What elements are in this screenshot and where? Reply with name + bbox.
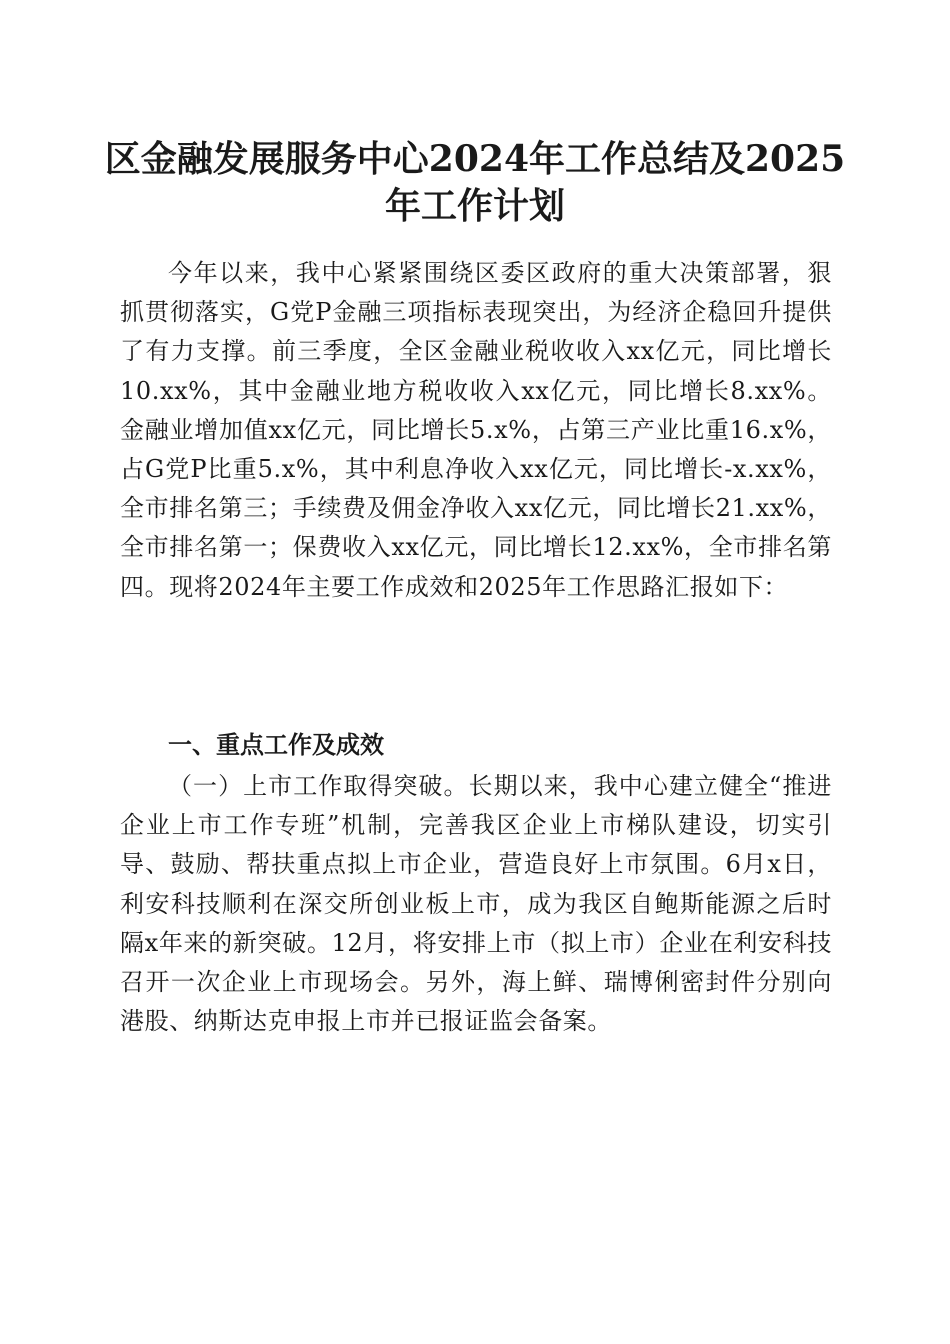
section-heading: 一、重点工作及成效 [168,731,384,759]
section-paragraph: （一）上市工作取得突破。长期以来，我中心建立健全“推进企业上市工作专班”机制，完善我区企业上市梯队建设，切实引导、鼓励、帮扶重点拟上市企业，营造良好上市氛围。6月x日，利安科技顺利在深交所创业板上市，成为我区自鲍斯能源之后时隔x年来的新突破。12月，将安排上市（拟上市）企业在利安科技召开一次企业上市现场会。另外，海上鲜、瑞博俐密封件分别向港股、纳斯达克申报上市并已报证监会备案。 [120,772,832,1036]
document-title: 区金融发展服务中心2024年工作总结及2025年工作计划 [104,138,846,227]
intro-paragraph: 今年以来，我中心紧紧围绕区委区政府的重大决策部署，狠抓贯彻落实，G党P金融三项指标表现突出，为经济企稳回升提供了有力支撑。前三季度，全区金融业税收收入xx亿元，同比增长10.xx%，其中金融业地方税收收入xx亿元，同比增长8.xx%。金融业增加值xx亿元，同比增长5.x%，占第三产业比重16.x%，占G党P比重5.x%，其中利息净收入xx亿元，同比增长-x.xx%，全市排名第三；手续费及佣金净收入xx亿元，同比增长21.xx%，全市排名第一；保费收入xx亿元，同比增长12.xx%，全市排名第四。现将2024年主要工作成效和2025年工作思路汇报如下： [120,259,832,601]
